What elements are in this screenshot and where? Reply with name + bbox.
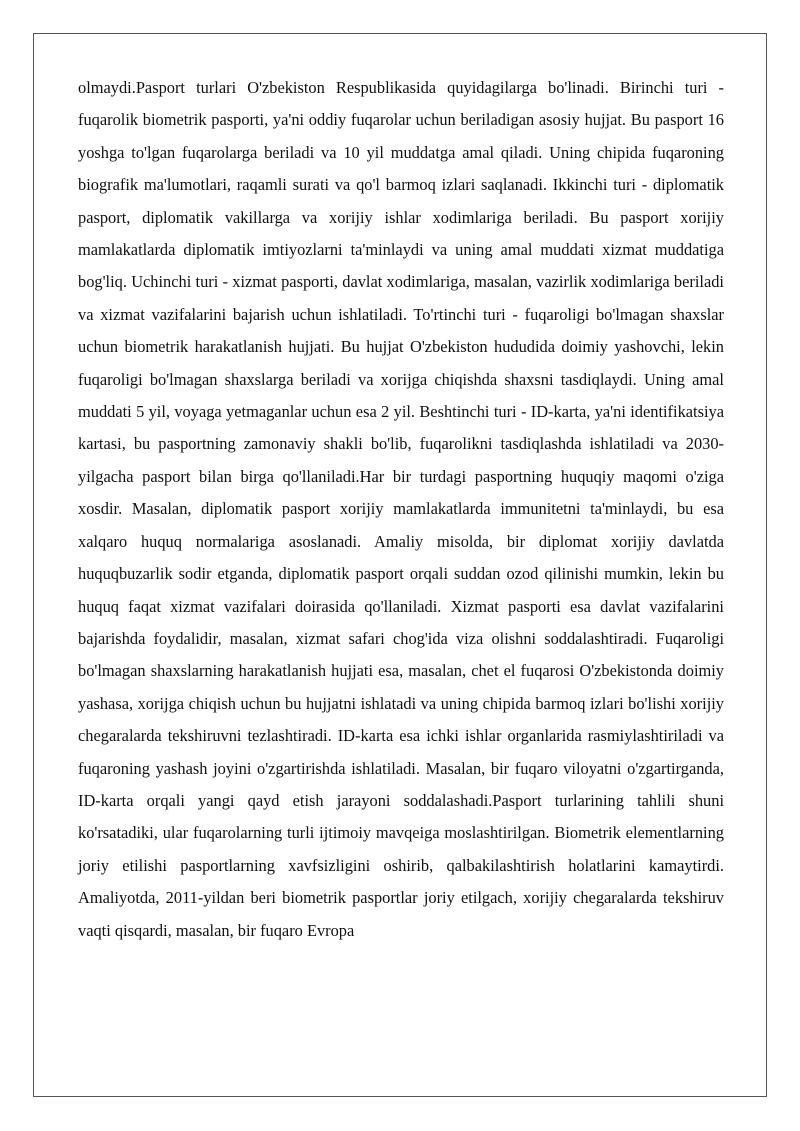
body-paragraph: olmaydi.Pasport turlari O'zbekiston Respublikasida quyidagilarga bo'linadi. Birinchi turi - fuqarolik biometrik pasporti, ya'ni oddiy fuqarolar uchun beriladigan asosiy hujjat. Bu pasport 16 yoshga to'lgan fuqarolarga beriladi va 10 yil muddatga amal qiladi. Uning chipida fuqaroning biografik ma'lumotlari, raqamli surati va qo'l barmoq izlari saqlanadi. Ikkinchi turi - diplomatik pasport, diplomatik vakillarga va xorijiy ishlar xodimlariga beriladi. Bu pasport xorijiy mamlakatlarda diplomatik imtiyozlarni ta'minlaydi va uning amal muddati xizmat muddatiga bog'liq. Uchinchi turi - xizmat pasporti, davlat xodimlariga, masalan, vazirlik xodimlariga beriladi va xizmat vazifalarini bajarish uchun ishlatiladi. To'rtinchi turi - fuqaroligi bo'lmagan shaxslar uchun biometrik harakatlanish hujjati. Bu hujjat O'zbekiston hududida doimiy yashovchi, lekin fuqaroligi bo'lmagan shaxslarga beriladi va xorijga chiqishda shaxsni tasdiqlaydi. Uning amal muddati 5 yil, voyaga yetmaganlar uchun esa 2 yil. Beshtinchi turi - ID-karta, ya'ni identifikatsiya kartasi, bu pasportning zamonaviy shakli bo'lib, fuqarolikni tasdiqlashda ishlatiladi va 2030-yilgacha pasport bilan birga qo'llaniladi.Har bir turdagi pasportning huquqiy maqomi o'ziga xosdir. Masalan, diplomatik pasport xorijiy mamlakatlarda immunitetni ta'minlaydi, bu esa xalqaro huquq normalariga asoslanadi. Amaliy misolda, bir diplomat xorijiy davlatda huquqbuzarlik sodir etganda, diplomatik pasport orqali suddan ozod qilinishi mumkin, lekin bu huquq faqat xizmat vazifalari doirasida qo'llaniladi. Xizmat pasporti esa davlat vazifalarini bajarishda foydalidir, masalan, xizmat safari chog'ida viza olishni soddalashtiradi. Fuqaroligi bo'lmagan shaxslarning harakatlanish hujjati esa, masalan, chet el fuqarosi O'zbekistonda doimiy yashasa, xorijga chiqish uchun bu hujjatni ishlatadi va uning chipida barmoq izlari bo'lishi xorijiy chegaralarda tekshiruvni tezlashtiradi. ID-karta esa ichki ishlar organlarida rasmiylashtiriladi va fuqaroning yashash joyini o'zgartirishda ishlatiladi. Masalan, bir fuqaro viloyatni o'zgartirganda, ID-karta orqali yangi qayd etish jarayoni soddalashadi.Pasport turlarining tahlili shuni ko'rsatadiki, ular fuqarolarning turli ijtimoiy mavqeiga moslashtirilgan. Biometrik elementlarning joriy etilishi pasportlarning xavfsizligini oshirib, qalbakilashtirish holatlarini kamaytirdi. Amaliyotda, 2011-yildan beri biometrik pasportlar joriy etilgach, xorijiy chegaralarda tekshiruv vaqti qisqardi, masalan, bir fuqaro Evropa bbox=[78, 78, 724, 940]
